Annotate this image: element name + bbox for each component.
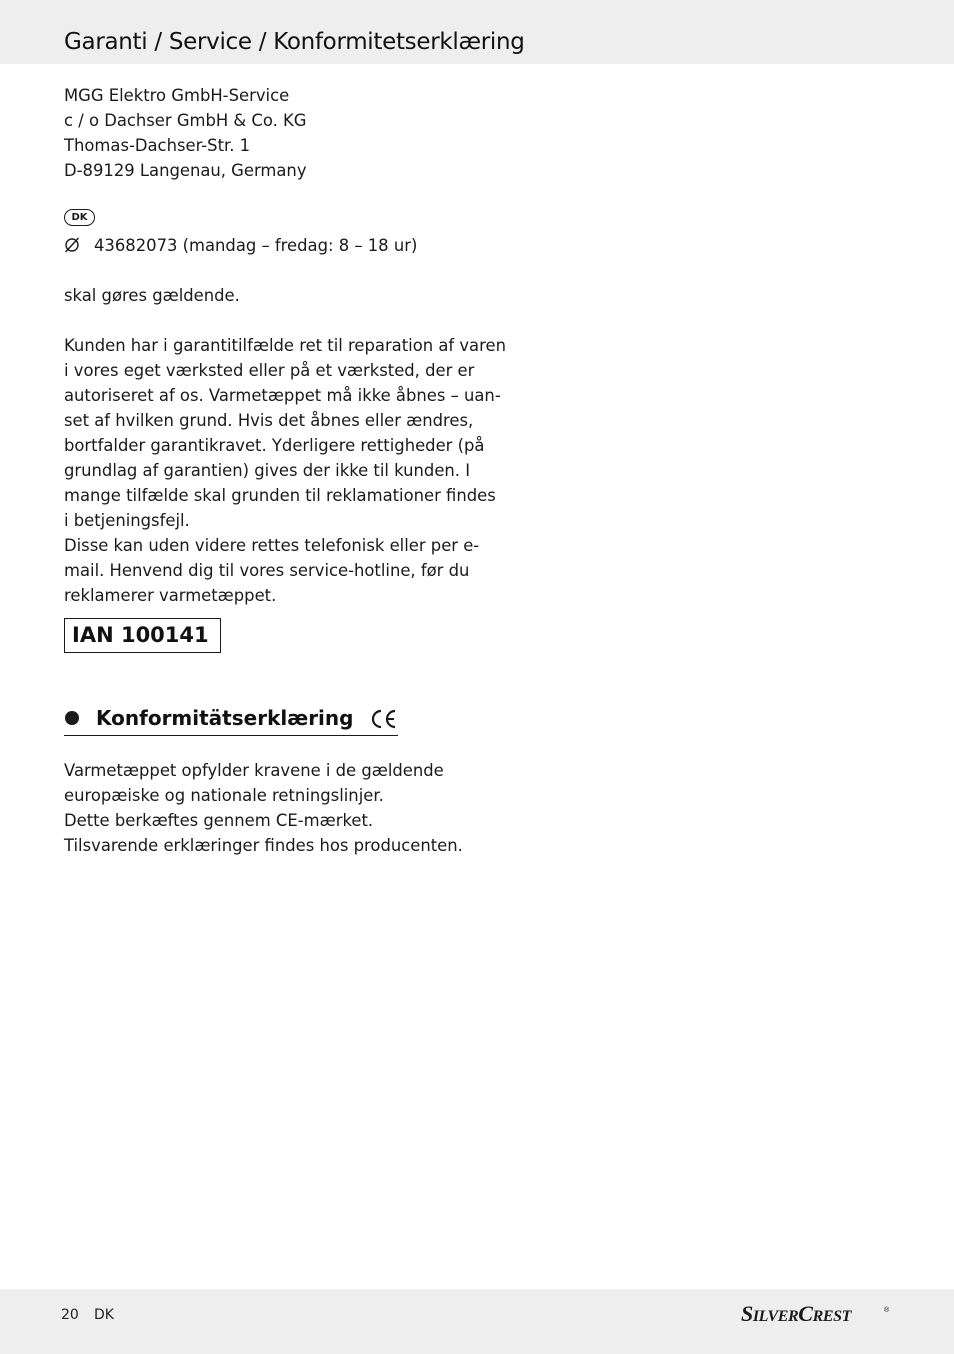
service-address	[64, 83, 464, 183]
language-code: DK	[94, 1307, 114, 1323]
warranty-paragraph	[64, 333, 506, 608]
silvercrest-logo	[741, 1301, 891, 1327]
address-line: c / o Dachser GmbH & Co. KG	[64, 111, 307, 130]
page-footer	[0, 1289, 954, 1354]
page-header	[0, 0, 954, 64]
phone-icon	[64, 237, 80, 253]
registered-mark: ®	[884, 1307, 890, 1314]
warranty-line: autoriseret af os. Varmetæppet må ikke åbnes – uan-	[64, 386, 501, 405]
bullet-icon	[65, 711, 79, 725]
warranty-line: grundlag af garantien) gives der ikke til kunden. I	[64, 461, 471, 480]
warranty-line: bortfalder garantikravet. Yderligere rettigheder (på	[64, 436, 485, 455]
conformity-heading	[64, 702, 398, 736]
claim-text: skal gøres gældende.	[64, 286, 240, 305]
warranty-line: mail. Henvend dig til vores service-hotline, før du	[64, 561, 470, 580]
warranty-line: i betjeningsfejl.	[64, 511, 190, 530]
warranty-line: mange tilfælde skal grunden til reklamationer findes	[64, 486, 496, 505]
ian-number-box: IAN 100141	[64, 618, 221, 653]
warranty-line: i vores eget værksted eller på et værksted, der er	[64, 361, 475, 380]
warranty-line: reklamerer varmetæppet.	[64, 586, 277, 605]
ce-mark-icon	[370, 708, 398, 730]
claim-paragraph	[64, 283, 464, 308]
country-badge: DK	[64, 209, 95, 226]
warranty-line: set af hvilken grund. Hvis det åbnes eller ændres,	[64, 411, 474, 430]
address-line: D-89129 Langenau, Germany	[64, 161, 307, 180]
service-hotline	[64, 233, 417, 258]
address-line: Thomas-Dachser-Str. 1	[64, 136, 251, 155]
warranty-line: Disse kan uden videre rettes telefonisk eller per e-	[64, 536, 480, 555]
conformity-line: Dette berkæftes gennem CE-mærket.	[64, 811, 374, 830]
page-title: Garanti / Service / Konformitetserklæring	[64, 29, 525, 55]
page-number: 20	[61, 1307, 79, 1323]
conformity-line: europæiske og nationale retningslinjer.	[64, 786, 384, 805]
conformity-line: Varmetæppet opfylder kravene i de gældende	[64, 761, 444, 780]
svg-text:SILVERCREST: SILVERCREST	[741, 1301, 851, 1326]
phone-text: 43682073 (mandag – fredag: 8 – 18 ur)	[94, 236, 418, 255]
section-title: Konformitätserklæring	[96, 706, 354, 730]
conformity-paragraph	[64, 758, 464, 858]
conformity-line: Tilsvarende erklæringer findes hos producenten.	[64, 836, 463, 855]
warranty-line: Kunden har i garantitilfælde ret til reparation af varen	[64, 336, 506, 355]
address-line: MGG Elektro GmbH-Service	[64, 86, 290, 105]
